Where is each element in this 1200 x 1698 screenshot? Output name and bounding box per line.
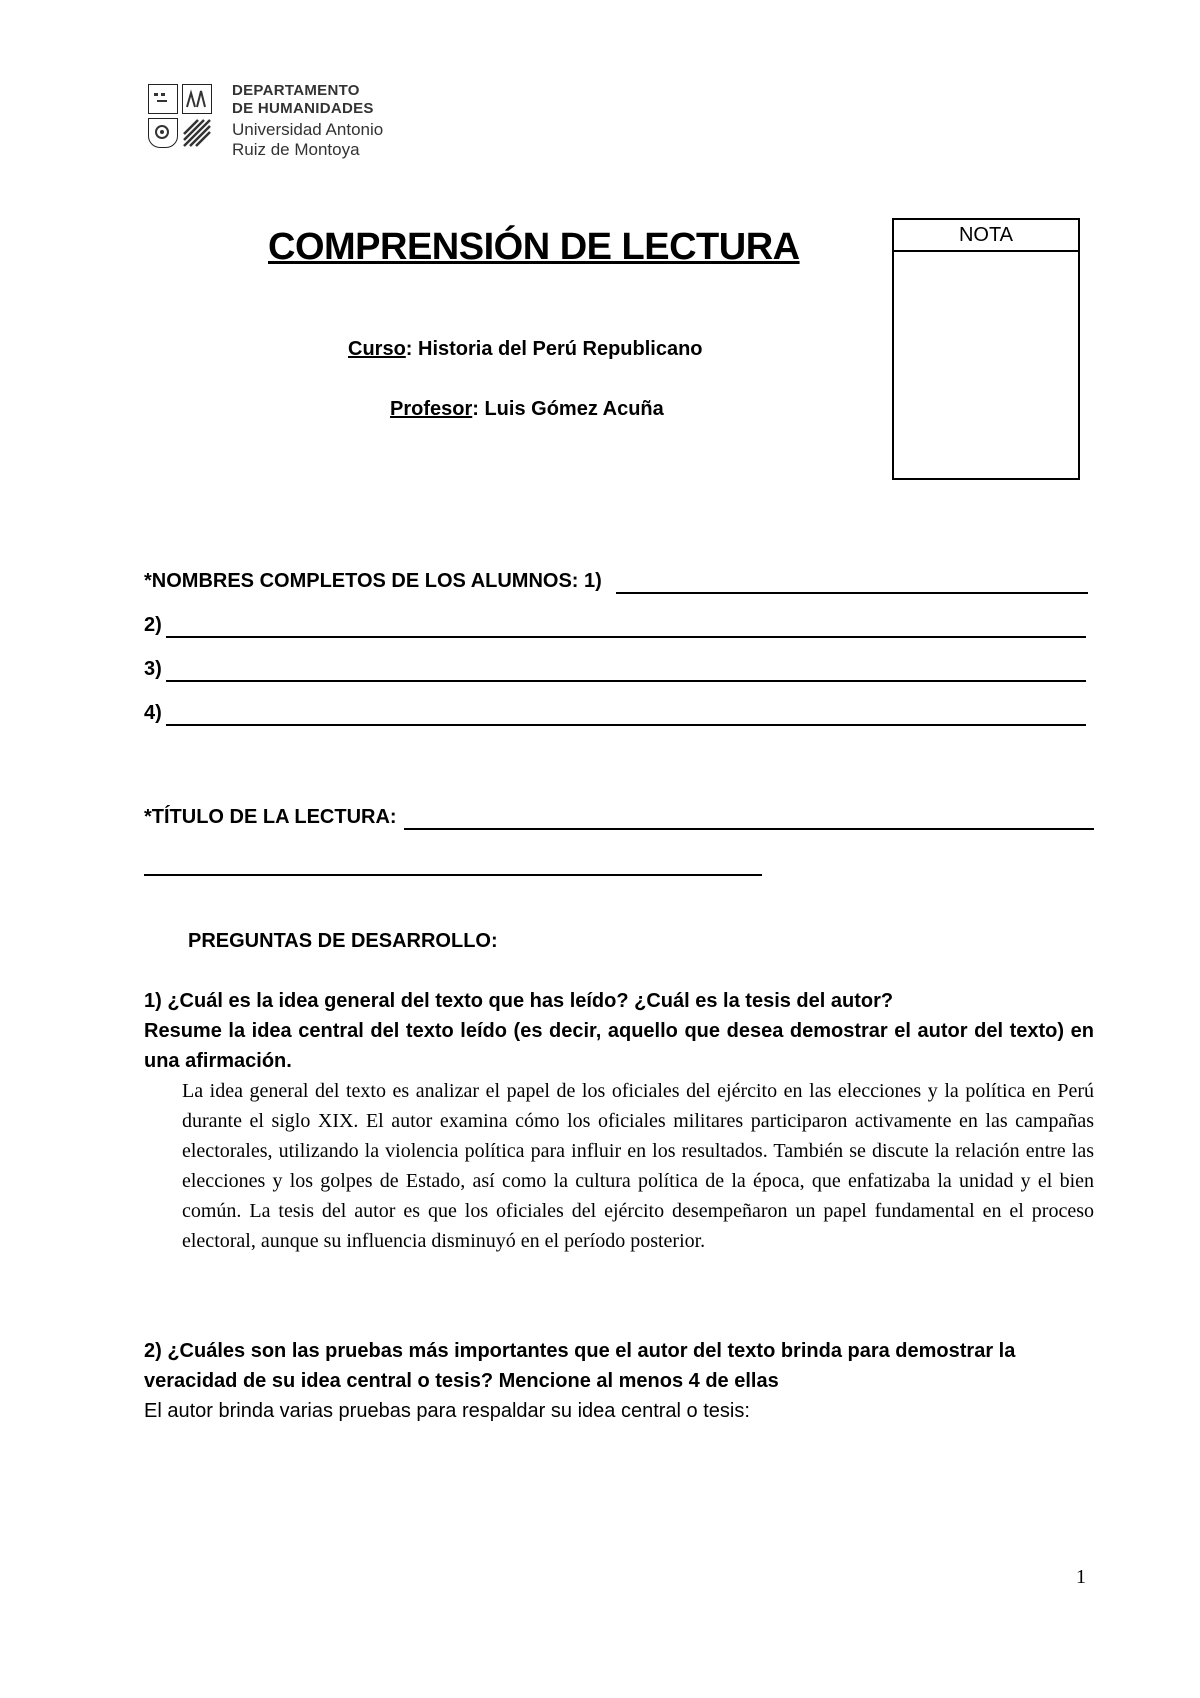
section-heading: PREGUNTAS DE DESARROLLO: [188,930,498,952]
logo-line-2: DE HUMANIDADES [232,100,374,117]
question-1-answer: La idea general del texto es analizar el papel de los oficiales del ejército en las elecciones y la política en Perú durante el siglo XIX. El autor examina cómo los oficiales militares participaron activamente en las campañas electorales, utilizando la violencia política para influir en los resultados. También se discute la relación entre las elecciones y los golpes de Estado, así como la cultura política de la época, que enfatizaba la unidad y el bien común. La tesis del autor es que los oficiales del ejército desempeñaron un papel fundamental en el proceso electoral, aunque su influencia disminuyó en el período posterior. [182,1080,1094,1252]
logo-emblem-bottom-right [182,118,212,148]
logo-emblem-top-right [182,84,212,114]
students-label: *NOMBRES COMPLETOS DE LOS ALUMNOS: 1) [144,570,602,592]
logo-line-3: Universidad Antonio [232,120,384,139]
logo-line-4: Ruiz de Montoya [232,140,360,159]
student-1-blank[interactable] [616,592,1088,594]
department-logo [148,82,448,162]
professor-label: Profesor [390,398,473,420]
reading-title-blank-2[interactable] [144,874,762,876]
grade-box [892,218,1080,480]
course-line [348,338,703,361]
grade-box-label: NOTA [894,220,1078,252]
reading-title-label: *TÍTULO DE LA LECTURA: [144,806,397,828]
logo-line-1: DEPARTAMENTO [232,82,360,99]
reading-title-blank-1[interactable] [404,828,1094,830]
logo-emblem-top-left [148,84,178,114]
student-3-number: 3) [144,658,162,680]
student-4-number: 4) [144,702,162,724]
student-2-blank[interactable] [166,636,1086,638]
professor-line [390,398,664,421]
student-3-blank[interactable] [166,680,1086,682]
page-number: 1 [1076,1566,1086,1588]
course-value: : Historia del Perú Republicano [405,338,703,360]
course-label: Curso [348,338,406,360]
question-2: 2) ¿Cuáles son las pruebas más importantes que el autor del texto brinda para demostrar la veracidad de su idea central o tesis? Mencione al menos 4 de ellas [144,1340,1016,1392]
question-2-answer: El autor brinda varias pruebas para respaldar su idea central o tesis: [144,1400,750,1422]
question-1-instruction: Resume la idea central del texto leído (es decir, aquello que desea demostrar el autor del texto) en una afirmación. [144,1020,1094,1072]
student-4-blank[interactable] [166,724,1086,726]
page-title: COMPRENSIÓN DE LECTURA [268,226,800,268]
professor-value: : Luis Gómez Acuña [472,398,664,420]
logo-emblem-bottom-left [148,118,178,148]
question-1: 1) ¿Cuál es la idea general del texto que has leído? ¿Cuál es la tesis del autor? [144,990,894,1012]
student-2-number: 2) [144,614,162,636]
